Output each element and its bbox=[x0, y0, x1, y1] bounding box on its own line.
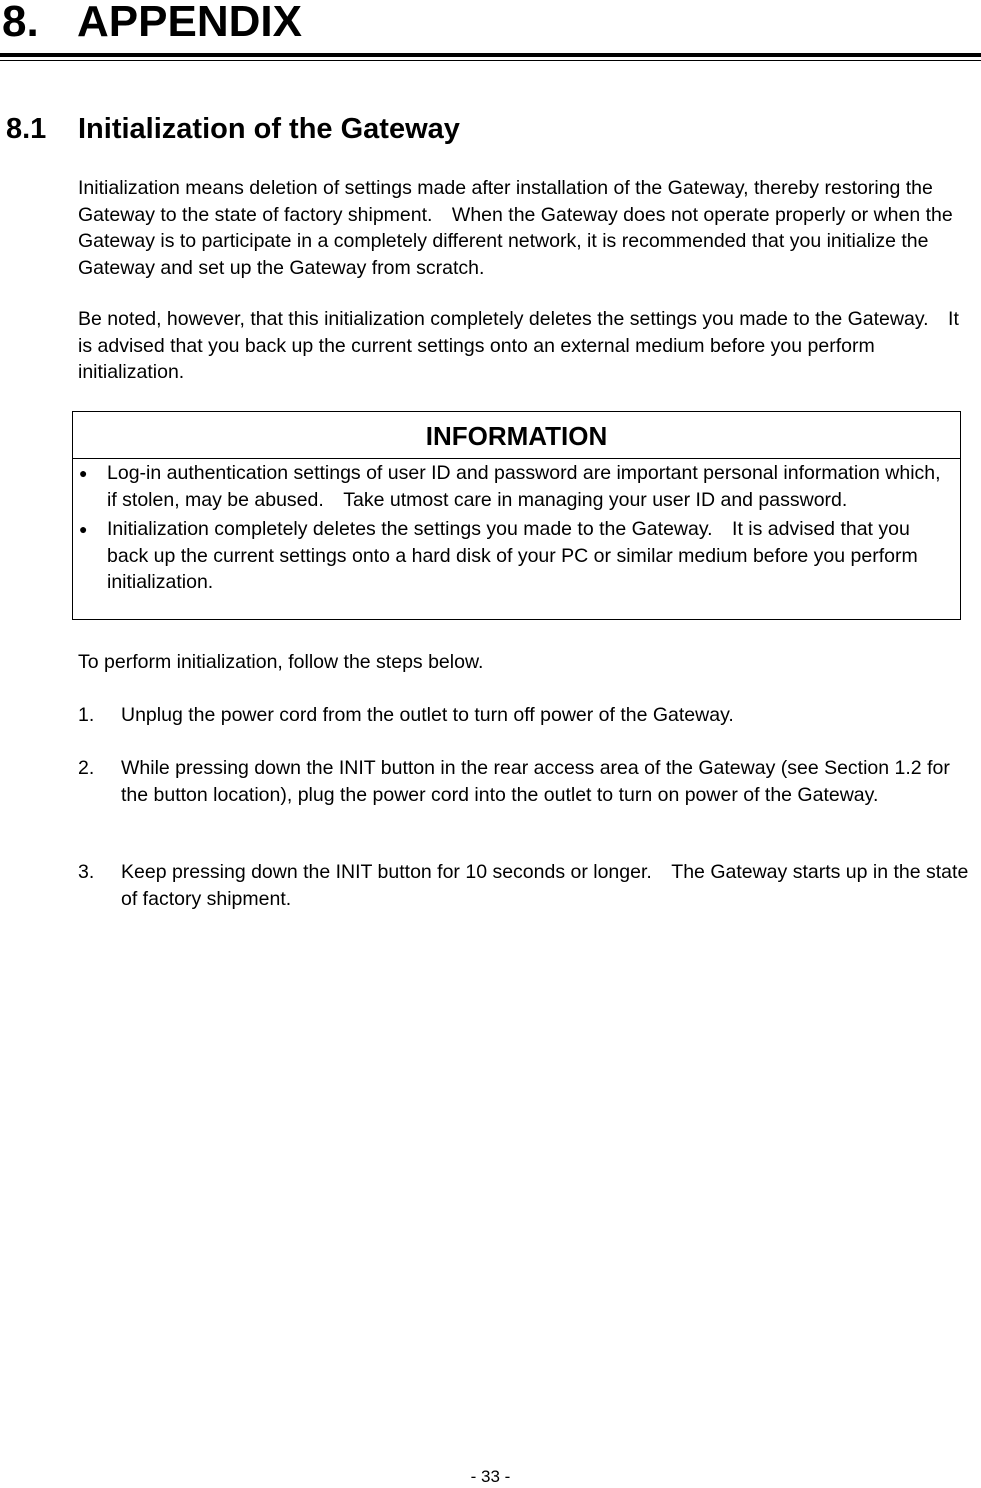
step-item bbox=[78, 755, 978, 808]
information-item bbox=[73, 460, 960, 513]
information-item-text: Initialization completely deletes the settings you made to the Gateway. It is advised that you back up the current settings onto a hard disk of your PC or similar medium before you perform initialization. bbox=[107, 518, 918, 593]
intro-paragraph: Initialization means deletion of settings made after installation of the Gateway, thereby restoring the Gateway to the state of factory shipment. When the Gateway does not operate properly or when the Gateway is to participate in a completely different network, it is recommended that you initialize the Gateway and set up the Gateway from scratch. bbox=[78, 177, 953, 279]
information-box bbox=[72, 411, 961, 620]
chapter-rule-thin bbox=[0, 60, 981, 61]
section-number: 8.1 bbox=[6, 113, 47, 145]
step-text: While pressing down the INIT button in the rear access area of the Gateway (see Section 1.2 for the button location), plug the power cord into the outlet to turn on power of the Gateway. bbox=[121, 757, 950, 806]
step-number: 3. bbox=[78, 861, 95, 883]
step-item bbox=[78, 859, 978, 912]
step-number: 1. bbox=[78, 704, 95, 726]
page-number: - 33 - bbox=[470, 1467, 511, 1486]
chapter-number: 8. bbox=[2, 0, 39, 46]
information-title: INFORMATION bbox=[73, 412, 960, 459]
steps-intro: To perform initialization, follow the steps below. bbox=[78, 651, 484, 673]
chapter-title: APPENDIX bbox=[77, 0, 302, 46]
step-text: Unplug the power cord from the outlet to turn off power of the Gateway. bbox=[121, 704, 734, 726]
step-item bbox=[78, 702, 978, 729]
bullet-icon: ● bbox=[79, 521, 88, 537]
section-title: Initialization of the Gateway bbox=[78, 113, 460, 145]
chapter-heading bbox=[2, 0, 302, 52]
information-list bbox=[73, 460, 960, 596]
information-item bbox=[73, 516, 960, 596]
step-number: 2. bbox=[78, 757, 95, 779]
warning-paragraph: Be noted, however, that this initialization completely deletes the settings you made to the Gateway. It is advised that you back up the current settings onto an external medium before you perform initialization. bbox=[78, 308, 959, 383]
step-text: Keep pressing down the INIT button for 10 seconds or longer. The Gateway starts up in the state of factory shipment. bbox=[121, 861, 969, 910]
chapter-rule-thick bbox=[0, 53, 981, 57]
bullet-icon: ● bbox=[79, 465, 88, 481]
information-item-text: Log-in authentication settings of user ID and password are important personal information which, if stolen, may be abused. Take utmost care in managing your user ID and password. bbox=[107, 462, 941, 511]
section-heading bbox=[6, 111, 460, 147]
